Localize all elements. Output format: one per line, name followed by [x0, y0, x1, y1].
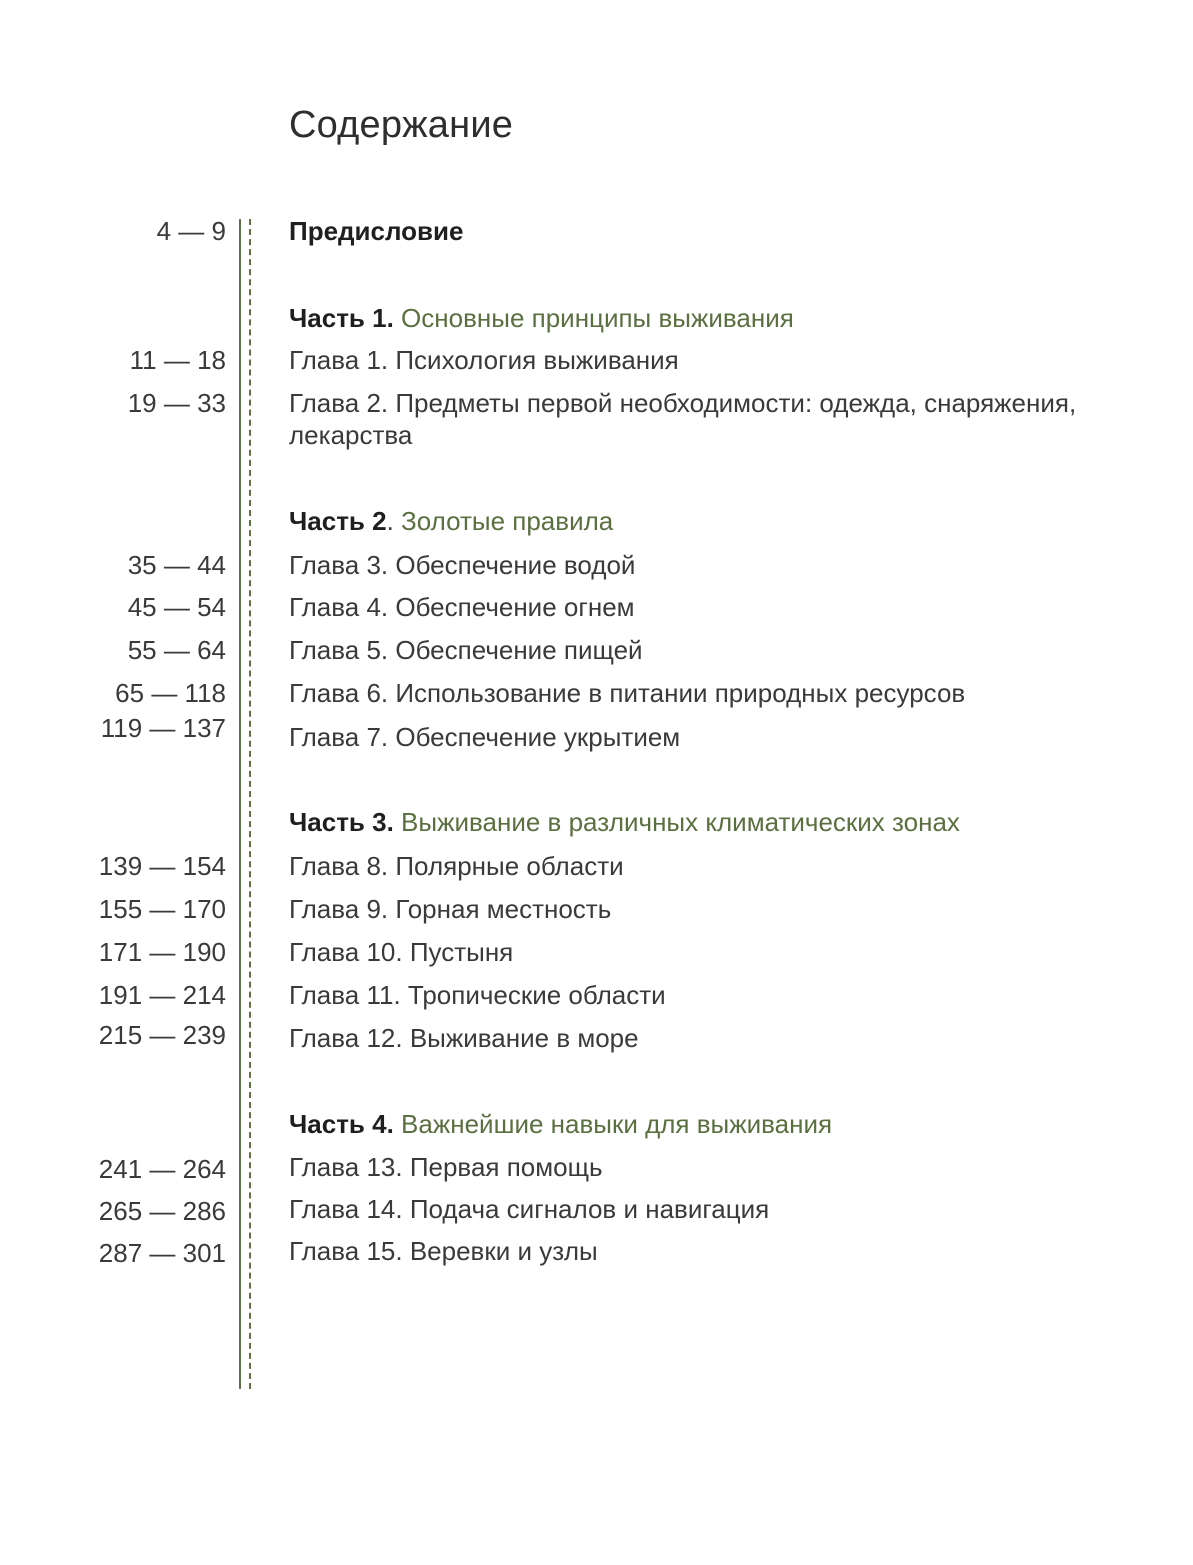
page-range: 19 — 33	[127, 388, 226, 418]
chapter-title: Глава 3. Обеспечение водой	[289, 550, 636, 580]
chapter-title: Глава 14. Подача сигналов и навигация	[289, 1194, 770, 1224]
part-title: Важнейшие навыки для выживания	[401, 1109, 833, 1139]
chapter-title: Глава 4. Обеспечение огнем	[289, 592, 635, 622]
page-range: 55 — 64	[127, 635, 226, 665]
chapter-title: Глава 15. Веревки и узлы	[289, 1236, 598, 1266]
part-1-heading	[289, 302, 1119, 334]
chapter-title: Глава 9. Горная местность	[289, 894, 612, 924]
part-title: Золотые правила	[401, 506, 614, 536]
part-label: Часть 1.	[289, 303, 394, 333]
part-separator: .	[386, 506, 402, 536]
chapter-title: Глава 1. Психология выживания	[289, 345, 679, 375]
page-range: 139 — 154	[98, 851, 226, 881]
page-title: Содержание	[289, 104, 514, 146]
part-title: Выживание в различных климатических зонах	[401, 807, 960, 837]
page-range: 171 — 190	[98, 937, 226, 967]
vertical-rule-dashed	[249, 219, 251, 1389]
part-label: Часть 3.	[289, 807, 394, 837]
part-2-heading	[289, 505, 1119, 537]
chapter-title: Глава 6. Использование в питании природных ресурсов	[289, 678, 966, 708]
part-label: Часть 2	[289, 506, 387, 536]
preface-label: Предисловие	[289, 216, 464, 246]
part-label: Часть 4.	[289, 1109, 394, 1139]
chapter-title: Глава 7. Обеспечение укрытием	[289, 722, 681, 752]
part-4-heading	[289, 1108, 1119, 1140]
chapter-title: Глава 11. Тропические области	[289, 980, 666, 1010]
chapter-title: Глава 13. Первая помощь	[289, 1152, 603, 1182]
page-range: 241 — 264	[98, 1154, 226, 1184]
page-range: 4 — 9	[156, 216, 226, 246]
part-3-heading	[289, 806, 1119, 838]
chapter-title: Глава 12. Выживание в море	[289, 1023, 639, 1053]
page-range: 155 — 170	[98, 894, 226, 924]
page-range: 35 — 44	[127, 550, 226, 580]
page-range: 11 — 18	[129, 345, 226, 375]
page-range: 287 — 301	[98, 1238, 226, 1268]
page-range: 45 — 54	[127, 592, 226, 622]
chapter-title: Глава 5. Обеспечение пищей	[289, 635, 643, 665]
page-range: 191 — 214	[98, 980, 226, 1010]
part-title: Основные принципы выживания	[401, 303, 794, 333]
vertical-rule-solid	[239, 219, 241, 1389]
chapter-title: Глава 8. Полярные области	[289, 851, 624, 881]
chapter-title: Глава 10. Пустыня	[289, 937, 514, 967]
chapter-title: Глава 2. Предметы первой необходимости: одежда, снаряжения, лекарства	[289, 388, 1077, 450]
page-range: 65 — 118	[115, 678, 226, 708]
page-range: 215 — 239	[98, 1020, 226, 1050]
page-range: 265 — 286	[98, 1196, 226, 1226]
page-range: 119 — 137	[100, 713, 226, 743]
